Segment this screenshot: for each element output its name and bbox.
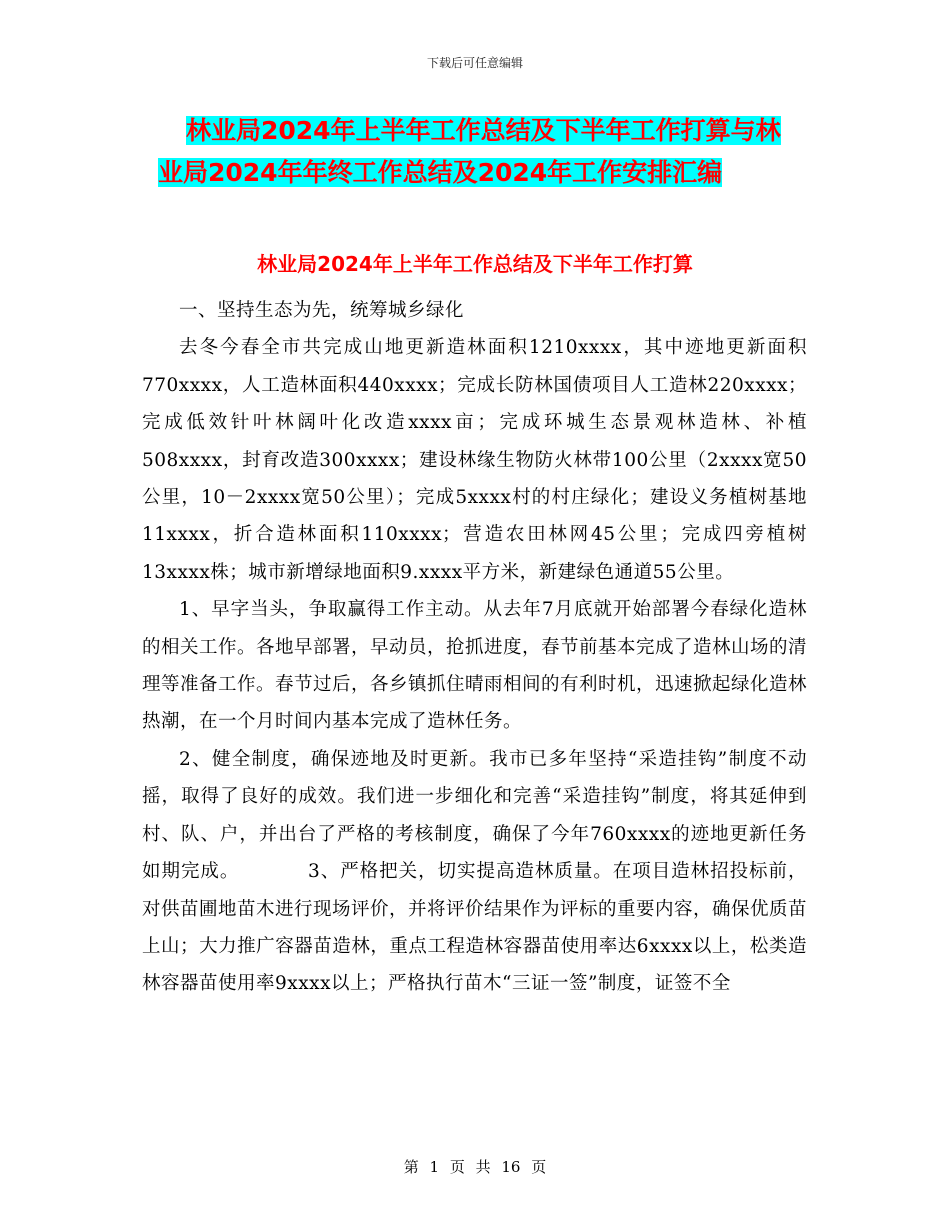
page-footer: 第 1 页 共 16 页 xyxy=(403,1158,547,1176)
title-line-1: 林业局2024年上半年工作总结及下半年工作打算与林 xyxy=(186,116,781,145)
document-title xyxy=(158,110,826,194)
title-line-2: 业局2024年年终工作总结及2024年工作安排汇编 xyxy=(158,158,723,187)
header-note: 下载后可任意编辑 xyxy=(426,56,523,70)
document-body xyxy=(142,292,807,1003)
paragraph-heading: 一、坚持生态为先，统筹城乡绿化 xyxy=(179,300,465,321)
paragraph: 1、早字当头，争取赢得工作主动。从去年7月底就开始部署今春绿化造林的相关工作。各地早部署，早动员，抢抓进度，春节前基本完成了造林山场的清理等准备工作。春节过后，各乡镇抓住晴雨相间的有利时机，迅速掀起绿化造林热潮，在一个月时间内基本完成了造林任务。 xyxy=(142,599,808,733)
paragraph: 2、健全制度，确保迹地及时更新。我市已多年坚持“采造挂钩”制度不动摇，取得了良好的成效。我们进一步细化和完善“采造挂钩”制度，将其延伸到村、队、户，并出台了严格的考核制度，确保了今年760xxxx的迹地更新任务如期完成。 3、严格把关，切实提高造林质量。在项目造林招投标前，对供苗圃地苗木进行现场评价，并将评价结果作为评标的重要内容，确保优质苗上山；大力推广容器苗造林，重点工程造林容器苗使用率达6xxxx以上，松类造林容器苗使用率9xxxx以上；严格执行苗木“三证一签”制度，证签不全 xyxy=(142,748,808,995)
paragraph: 去冬今春全市共完成山地更新造林面积1210xxxx，其中迹地更新面积770xxxx，人工造林面积440xxxx；完成长防林国债项目人工造林220xxxx；完成低效针叶林阔叶化改造xxxx亩；完成环城生态景观林造林、补植508xxxx，封育改造300xxxx；建设林缘生物防火林带100公里（2xxxx宽50公里，10－2xxxx宽50公里）；完成5xxxx村的村庄绿化；建设义务植树基地11xxxx，折合造林面积110xxxx；营造农田林网45公里；完成四旁植树13xxxx株；城市新增绿地面积9.xxxx平方米，新建绿色通道55公里。 xyxy=(142,337,807,583)
section-title: 林业局2024年上半年工作总结及下半年工作打算 xyxy=(257,252,693,276)
